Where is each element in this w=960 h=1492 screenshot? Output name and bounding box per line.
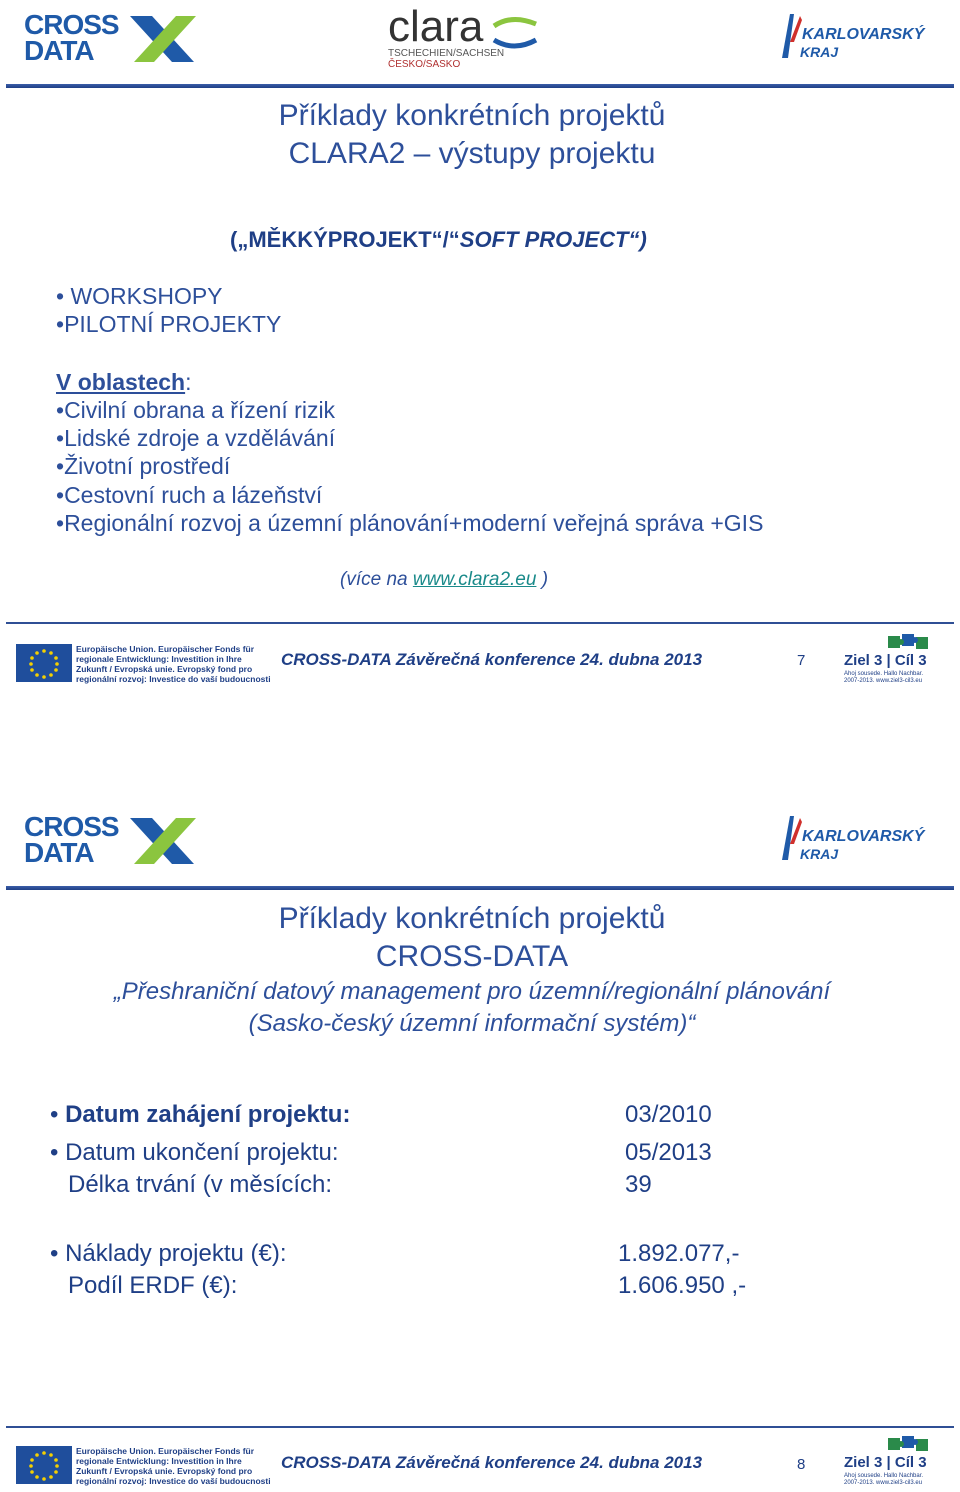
row-duration-value: 39 bbox=[625, 1171, 652, 1198]
slide8-page-number: 8 bbox=[797, 1456, 806, 1473]
karl-line2: KRAJ bbox=[800, 846, 839, 862]
clara-sub2: ČESKO/SASKO bbox=[388, 59, 461, 70]
clara-sub1: TSCHECHIEN/SACHSEN bbox=[388, 48, 505, 59]
karlovarsky-kraj-logo bbox=[778, 814, 925, 866]
karl-line2: KRAJ bbox=[800, 44, 839, 60]
header-rule bbox=[6, 84, 954, 88]
karlovarsky-kraj-logo bbox=[778, 12, 925, 64]
subtitle-part2: SOFT PROJECT“) bbox=[459, 227, 647, 252]
area-item: •Civilní obrana a řízení rizik bbox=[56, 397, 336, 423]
slide7-footer: CROSS-DATA Závěrečná konference 24. dubna 2013 bbox=[281, 650, 703, 669]
slide7-subtitle bbox=[230, 226, 647, 254]
slide8-subtitle-line1: „Přeshraniční datový management pro územní/regionální plánování bbox=[113, 978, 831, 1005]
row-duration: Délka trvání (v měsících: bbox=[68, 1171, 333, 1198]
row-erdf: Podíl ERDF (€): bbox=[68, 1272, 238, 1299]
puzzle-icon bbox=[886, 632, 930, 652]
area-item: •Lidské zdroje a vzdělávání bbox=[56, 425, 336, 451]
ziel-main: Ziel 3 | Cíl 3 bbox=[844, 1454, 927, 1471]
areas-heading: V oblastech: bbox=[56, 369, 192, 395]
area-item: •Životní prostředí bbox=[56, 453, 231, 479]
cross-data-logo bbox=[24, 811, 184, 870]
slide7-title-line1: Příklady konkrétních projektů bbox=[278, 99, 666, 132]
ziel-sub1: Ahoj sousede. Hallo Nachbar. bbox=[844, 671, 924, 677]
karlovarsky-emblem-icon bbox=[778, 12, 802, 60]
clara-wave-icon bbox=[492, 16, 540, 50]
cross-logo-line2: DATA bbox=[24, 837, 94, 868]
slide7-title-line2: CLARA2 – výstupy projektu bbox=[288, 137, 656, 170]
clara-wordmark: clara bbox=[388, 2, 484, 51]
row-end-value: 05/2013 bbox=[625, 1139, 712, 1166]
slide8-subtitle-line2: (Sasko-český územní informační systém)“ bbox=[248, 1010, 696, 1037]
eu-text: Europäische Union. Europäischer Fonds für regionale Entwicklung: Investition in Ihre Zukunft / Evropská unie. Evropský fond pro regionální rozvoj: Investice do vaší budoucnosti bbox=[76, 1446, 271, 1486]
area-item: •Regionální rozvoj a územní plánování+moderní veřejná správa +GIS bbox=[56, 510, 764, 536]
row-costs: • Náklady projektu (€): bbox=[50, 1240, 287, 1267]
ziel-sub2: 2007-2013. www.ziel3-cil3.eu bbox=[844, 1480, 923, 1486]
karl-line1: KARLOVARSKÝ bbox=[802, 828, 925, 845]
footer-rule bbox=[6, 622, 954, 624]
eu-logo bbox=[16, 640, 271, 686]
eu-text: Europäische Union. Europäischer Fonds für regionale Entwicklung: Investition in Ihre Zukunft / Evropská unie. Evropský fond pro regionální rozvoj: Investice do vaší budoucnosti bbox=[76, 644, 271, 684]
eu-flag-icon bbox=[16, 644, 72, 682]
row-start: • Datum zahájení projektu: bbox=[50, 1101, 351, 1128]
header-rule bbox=[6, 886, 954, 890]
area-item: •Cestovní ruch a lázeňství bbox=[56, 482, 323, 508]
ziel-main: Ziel 3 | Cíl 3 bbox=[844, 652, 927, 669]
more-info: (více na www.clara2.eu ) bbox=[340, 569, 549, 590]
subtitle-part1: („MĚKKÝPROJEKT“/“ bbox=[230, 227, 460, 252]
clara2-link[interactable]: www.clara2.eu bbox=[412, 569, 537, 590]
list-item: •PILOTNÍ PROJEKTY bbox=[56, 311, 282, 337]
karl-line1: KARLOVARSKÝ bbox=[802, 26, 925, 43]
row-erdf-value: 1.606.950 ,- bbox=[618, 1272, 747, 1299]
eu-logo bbox=[16, 1442, 271, 1488]
eu-flag-icon bbox=[16, 1446, 72, 1484]
slide7-page-number: 7 bbox=[797, 652, 806, 669]
ziel3-logo bbox=[844, 632, 934, 688]
slide8-footer: CROSS-DATA Závěrečná konference 24. dubna 2013 bbox=[281, 1453, 703, 1472]
row-end: • Datum ukončení projektu: bbox=[50, 1139, 339, 1166]
slide8-title-line2: CROSS-DATA bbox=[375, 940, 569, 973]
clara-logo bbox=[388, 2, 548, 70]
ziel3-logo bbox=[844, 1434, 934, 1490]
areas-label: V oblastech bbox=[56, 369, 186, 395]
row-costs-value: 1.892.077,- bbox=[618, 1240, 740, 1267]
row-start-value: 03/2010 bbox=[625, 1101, 712, 1128]
karlovarsky-emblem-icon bbox=[778, 814, 802, 862]
cross-logo-line1: CROSS bbox=[24, 9, 119, 40]
cross-x-icon bbox=[124, 814, 200, 868]
cross-x-icon bbox=[124, 12, 200, 66]
cross-logo-line1: CROSS bbox=[24, 811, 119, 842]
list-item: • WORKSHOPY bbox=[56, 283, 223, 309]
puzzle-icon bbox=[886, 1434, 930, 1454]
ziel-sub2: 2007-2013. www.ziel3-cil3.eu bbox=[844, 678, 923, 684]
slide8-title-line1: Příklady konkrétních projektů bbox=[278, 902, 666, 935]
cross-data-logo bbox=[24, 9, 184, 68]
footer-rule bbox=[6, 1426, 954, 1428]
ziel-sub1: Ahoj sousede. Hallo Nachbar. bbox=[844, 1473, 924, 1479]
cross-logo-line2: DATA bbox=[24, 35, 94, 66]
